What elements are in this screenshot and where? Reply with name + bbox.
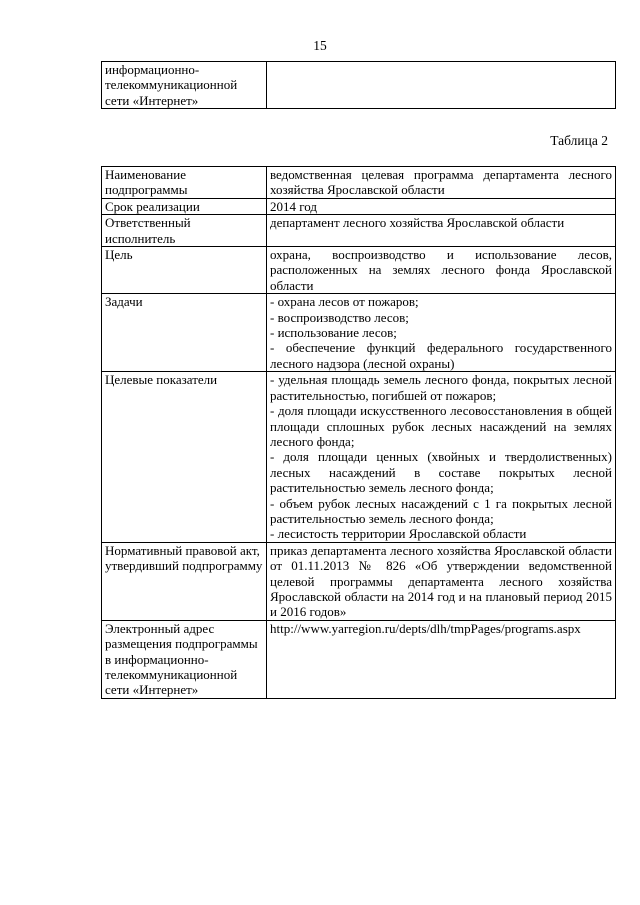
table-row — [102, 620, 616, 698]
row-label: Электронный адрес размещения подпрограммы в информационно-телекоммуникационной сети «Интернет» — [102, 620, 267, 698]
row-value — [267, 247, 616, 294]
row-label: Нормативный правовой акт, утвердивший подпрограмму — [102, 542, 267, 620]
value-line: департамент лесного хозяйства Ярославской области — [270, 215, 565, 231]
value-line: - объем рубок лесных насаждений с 1 га покрытых лесной растительностью земель лесного фонда; — [270, 495, 612, 526]
table-row — [102, 215, 616, 247]
url-link[interactable]: http://www.yarregion.ru/depts/dlh/tmpPages/programs.aspx — [270, 620, 581, 636]
page-number: 15 — [313, 38, 327, 53]
passport-table — [101, 166, 616, 699]
value-line: - использование лесов; — [270, 325, 397, 341]
value-line: - доля площади искусственного лесовосстановления в общей площади сплошных рубок лесных насаждений на землях лесного фонда; — [270, 403, 612, 449]
table-row — [102, 372, 616, 542]
value-line: - удельная площадь земель лесного фонда, покрытых лесной растительностью, погибшей от пожаров; — [270, 372, 612, 403]
row-label: Задачи — [102, 294, 267, 372]
row-label: Целевые показатели — [102, 372, 267, 542]
row-value — [267, 167, 616, 199]
value-line: - воспроизводство лесов; — [270, 309, 409, 325]
table-row — [102, 542, 616, 620]
value-line: - доля площади ценных (хвойных и твердолиственных) лесных насаждений в составе покрытых лесной растительностью земель лесного фонда; — [270, 449, 612, 496]
row-value — [267, 372, 616, 542]
row-label: информационно-телекоммуникационной сети «Интернет» — [102, 62, 267, 109]
value-line: - лесистость территории Ярославской области — [270, 526, 527, 542]
continuation-table — [101, 61, 616, 109]
row-value — [267, 542, 616, 620]
value-line: 2014 год — [270, 198, 317, 214]
table-row — [102, 167, 616, 199]
table-row — [102, 294, 616, 372]
table-row — [102, 198, 616, 214]
row-label: Ответственный исполнитель — [102, 215, 267, 247]
table-row — [102, 62, 616, 109]
value-line: охрана, воспроизводство и использование лесов, расположенных на землях лесного фонда Ярославской области — [270, 247, 612, 293]
table-caption: Таблица 2 — [550, 133, 608, 148]
row-value — [267, 198, 616, 214]
row-label: Наименование подпрограммы — [102, 167, 267, 199]
row-value — [267, 620, 616, 698]
row-value — [267, 294, 616, 372]
row-value — [267, 62, 616, 109]
row-label: Цель — [102, 247, 267, 294]
row-value — [267, 215, 616, 247]
value-line: - обеспечение функций федерального государственного лесного надзора (лесной охраны) — [270, 340, 612, 371]
table-row — [102, 247, 616, 294]
value-line: - охрана лесов от пожаров; — [270, 294, 419, 310]
value-line: ведомственная целевая программа департамента лесного хозяйства Ярославской области — [270, 167, 612, 198]
value-line: приказ департамента лесного хозяйства Ярославской области от 01.11.2013 № 826 «Об утверждении ведомственной целевой программы департамента лесного хозяйства Ярославской области на 2014 год и на плановый период 2015 и 2016 годов» — [270, 542, 612, 620]
row-label: Срок реализации — [102, 198, 267, 214]
